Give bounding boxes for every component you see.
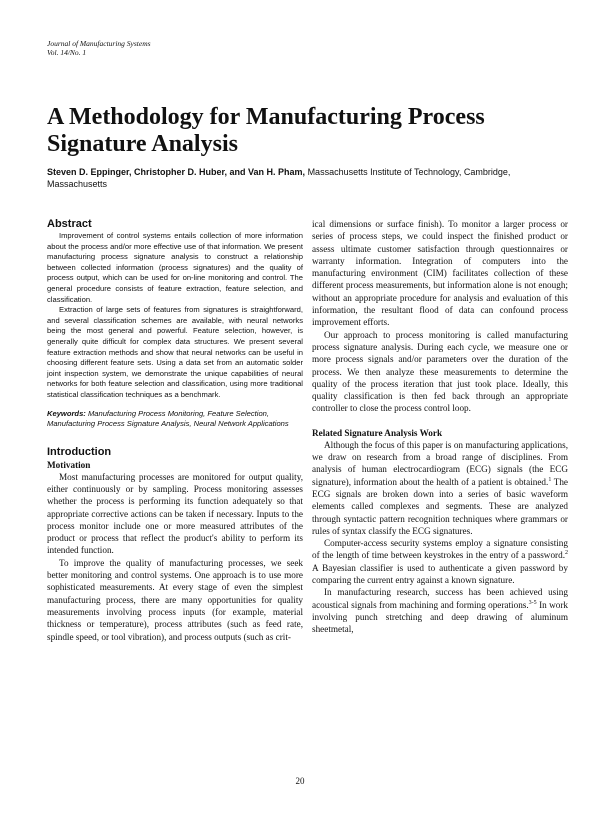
body-paragraph: ical dimensions or surface finish). To monitor a larger process or series of process steps, we could inspect the finished product or assess ultimate customer satisfaction through questionnaires or warranty information. Integration of computers into the manufacturing environment (CIM) facilitates collection of these different process measurements, but information alone is not enough; without an appropriate procedure for analysis and evaluation of this information, the resultant flood of data can confound process improvement efforts. bbox=[312, 219, 568, 328]
citation-ref: 3-5 bbox=[528, 599, 537, 606]
right-column bbox=[312, 218, 568, 636]
paragraph-text: In work involving punch stretching and deep drawing of aluminum sheetmetal, bbox=[312, 599, 568, 635]
citation-ref: 2 bbox=[565, 550, 568, 557]
paragraph-text: In manufacturing research, success has been achieved using acoustical signals from machining and forming operations. bbox=[312, 587, 568, 610]
keywords-text: Manufacturing Process Monitoring, Feature Selection, Manufacturing Process Signature Analysis, Neural Network Applications bbox=[47, 408, 289, 429]
paragraph-text: The ECG signals are broken down into a series of basic waveform elements called complexes and segments. These are analyzed through syntactic pattern recognition techniques where grammars or rules of syntax classify the ECG signatures. bbox=[312, 476, 568, 536]
keywords-label: Keywords: bbox=[47, 408, 86, 418]
introduction-heading: Introduction bbox=[47, 445, 112, 458]
paragraph-text: Although the focus of this paper is on manufacturing applications, we draw on research from a broad range of disciplines. From analysis of human electrocardiogram (ECG) signals (the ECG signature), information about the health of a patient is obtained. bbox=[312, 439, 568, 487]
journal-name: Journal of Manufacturing Systems bbox=[47, 39, 151, 48]
motivation-heading: Motivation bbox=[47, 459, 91, 470]
abstract-paragraph: Improvement of control systems entails collection of more information about the process and/or more effective use of that information. We present manufacturing process signature analysis to construct a relationship between collected information (process signatures) and the quality of process output, which can be used for on-line monitoring and control. The general procedure consists of feature extraction, feature selection, and classification. bbox=[47, 231, 303, 304]
body-paragraph: Most manufacturing processes are monitored for output quality, either continuously or by sampling. Process monitoring assesses whether the process is performing its function adequately so that appropriate corrective actions can be taken if necessary. Inputs to the process monitor include one or more measured attributes of the product or process that reflect the product's ability to perform its intended function. bbox=[47, 471, 303, 556]
author-names: Steven D. Eppinger, Christopher D. Huber, and Van H. Pham, bbox=[47, 167, 306, 177]
author-line bbox=[47, 166, 567, 190]
citation-ref: 1 bbox=[548, 476, 552, 483]
paper-title: A Methodology for Manufacturing Process Signature Analysis bbox=[47, 104, 485, 157]
body-paragraph: Our approach to process monitoring is called manufacturing process signature analysis. During each cycle, we measure one or more process signals and/or parameters over the duration of the process. We then analyze these measurements to determine the quality of the process iteration that just took place. Ideally, this quality classification is then fed back through an appropriate controller to close the process control loop. bbox=[312, 329, 568, 414]
paragraph-text: Computer-access security systems employ a signature consisting of the length of time between keystrokes in the entry of a password. bbox=[312, 538, 568, 561]
related-work-heading: Related Signature Analysis Work bbox=[312, 427, 443, 438]
paragraph-text: A Bayesian classifier is used to authenticate a given password by comparing the current entry against a known signature. bbox=[312, 562, 568, 586]
left-column bbox=[47, 218, 303, 643]
author-affiliation: Massachusetts Institute of Technology, Cambridge, Massachusetts bbox=[47, 167, 511, 189]
body-paragraph bbox=[312, 586, 568, 635]
page-number: 20 bbox=[295, 776, 305, 786]
body-paragraph bbox=[312, 439, 568, 537]
abstract-heading: Abstract bbox=[47, 218, 92, 230]
abstract-paragraph: Extraction of large sets of features from signatures is straightforward, and several classification schemes are available, with neural networks being the most general and powerful. Feature selection, however, is generally quite difficult for complex data structures. We present several feature extraction methods and show that neural networks can be useful in choosing different feature sets. Using a data set from an automatic solder joint inspection system, we demonstrate the unique capabilities of neural networks for both feature selection and classification, using more traditional statistical classification techniques as a benchmark. bbox=[47, 305, 303, 399]
body-paragraph: To improve the quality of manufacturing processes, we seek better monitoring and control systems. One approach is to use more sophisticated measurements. At every stage of even the simplest manufacturing process, there are many opportunities for quality measurements involving process inputs (for example, material thickness or temperature), process attributes (such as feed rate, spindle speed, or tool vibration), and process outputs (such as crit- bbox=[47, 557, 303, 642]
keywords bbox=[47, 409, 303, 430]
journal-header bbox=[47, 39, 151, 57]
body-paragraph bbox=[312, 537, 568, 586]
journal-volume: Vol. 14/No. 1 bbox=[47, 48, 87, 57]
